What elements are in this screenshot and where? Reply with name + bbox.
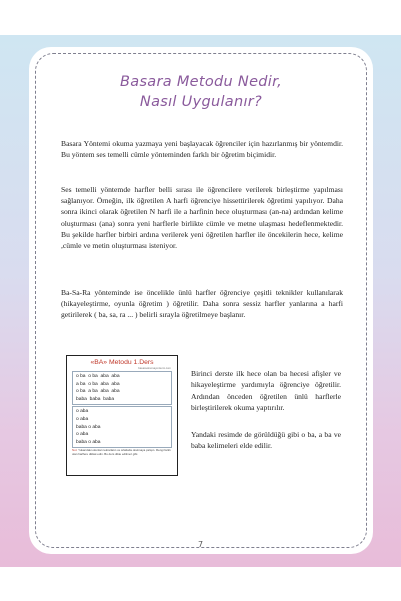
worksheet-row: o ba a ba aba aba — [76, 389, 120, 395]
worksheet-subtitle: basaraokumayontemi.com — [138, 366, 171, 370]
side-paragraph-first-lesson: Birinci derste ilk hece olan ba hecesi afişler ve hikayeleştirme yardımıyla öğrenciye öğretilir. Ardından önceden öğretilen ünlü harflerle birleştirilerek okuma yaptırılır. — [191, 369, 341, 412]
paragraph-basara-method: Ba-Sa-Ra yönteminde ise öncelikle ünlü harfler öğrenciye çeşitli teknikler kullanılarak (hikayeleştirme, oyunla öğretim ) öğretilir. Daha sonra sessiz harfler yanlarına a harfi getirilerek ( ba, sa, ra ... ) belirli sırayla öğretilmeye başlanır. — [61, 288, 343, 320]
lesson-worksheet-image — [66, 355, 178, 476]
worksheet-top-box — [72, 371, 172, 405]
worksheet-row: o aba — [76, 409, 89, 415]
worksheet-bottom-box — [72, 406, 172, 448]
title-line-1: Basara Metodu Nedir, — [120, 74, 282, 90]
worksheet-row: a ba o ba aba aba — [76, 381, 120, 387]
page-title — [60, 72, 342, 112]
paragraph-intro: Basara Yöntemi okuma yazmaya yeni başlayacak öğrenciler için hazırlanmış bir yöntemdir. Bu yöntem ses temelli cümle yönteminden farklı bir öğretim biçimidir. — [61, 139, 343, 160]
title-line-2: Nasıl Uygulanır? — [139, 94, 263, 110]
side-paragraph-example: Yandaki resimde de görüldüğü gibi o ba, a ba ve baba kelimeleri elde edilir. — [191, 430, 341, 451]
worksheet-footer-note: Not: Yukarıdaki okunları tekrarlatın ve sıfatlarla okutmaya çalışın. Rengi farklı olan harflere dikkat edin. Bu ders dikte edilmez gibi. — [72, 448, 171, 456]
worksheet-row: baba o aba — [76, 439, 101, 445]
page-number: 7 — [197, 540, 204, 549]
worksheet-title: «BA» Metodu 1.Ders — [90, 359, 154, 366]
worksheet-row: o aba — [76, 432, 89, 438]
worksheet-row: baba baba baba — [76, 396, 115, 402]
worksheet-row: baba o aba — [76, 424, 101, 430]
paragraph-sound-method: Ses temelli yöntemde harfler belli sırası ile öğrencilere verilerek birleştirme yapılması sağlanıyor. Örneğin, ilk öğretilen A harfi öğrenciye hissettirilerek öğretimi yapılıyor. Daha sonra ikinci olarak öğretilen N harfi ile a harfinin hece oluşturması (an-na) ardından kelime oluşturması (ana) sonra yeni harflerle birlikte cümle ve metne ulaşması hedeflenmektedir. Bu şekilde harfler birbiri ardına verilerek yeni öğretilen harfler ile öncekilerin hece, kelime ,cümle ve metin oluşturması isteniyor. — [61, 185, 343, 251]
worksheet-row: o ba o ba aba aba — [76, 374, 120, 379]
worksheet-row: o aba — [76, 416, 89, 422]
